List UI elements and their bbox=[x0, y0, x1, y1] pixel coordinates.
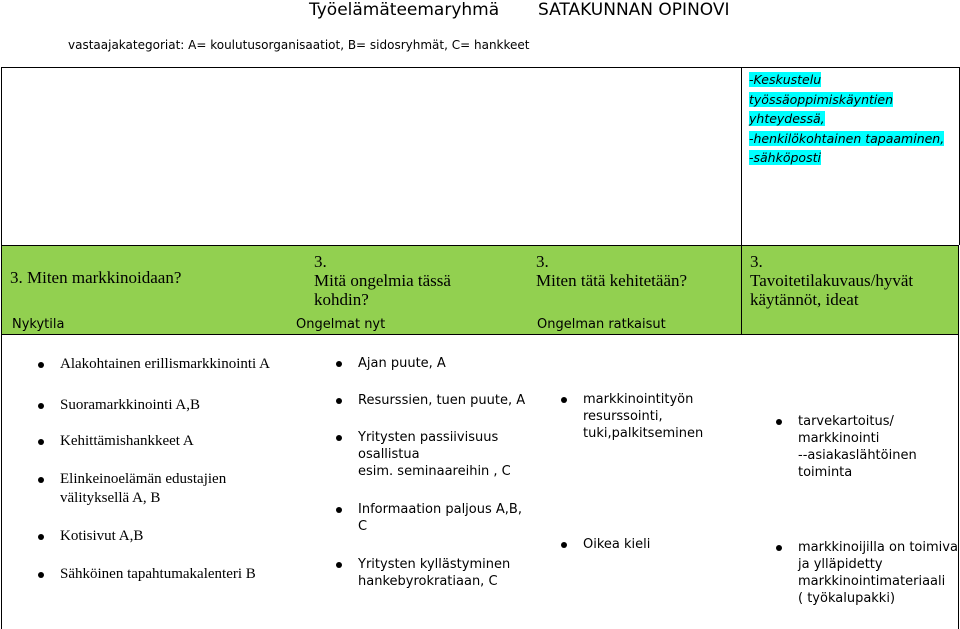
highlight-line: -sähköposti bbox=[749, 150, 821, 165]
col3-heading-line1: Miten tätä kehitetään? bbox=[536, 271, 688, 290]
col2-heading-num: 3. bbox=[314, 252, 327, 271]
bullet-icon bbox=[38, 572, 44, 578]
categories-legend: vastaajakategoriat: A= koulutusorganisaatiot, B= sidosryhmät, C= hankkeet bbox=[68, 38, 530, 52]
highlight-line: työssäoppimiskäyntien bbox=[749, 91, 893, 107]
bullet-icon bbox=[38, 477, 44, 483]
list-item: tarvekartoitus/ markkinointi --asiakaslähtöinen toiminta bbox=[798, 413, 917, 481]
list-item: Ajan puute, A bbox=[358, 355, 446, 372]
list-item: Kotisivut A,B bbox=[60, 527, 143, 546]
bullet-icon bbox=[776, 419, 782, 425]
bullet-icon bbox=[336, 361, 342, 367]
col1-label: Nykytila bbox=[12, 317, 65, 332]
bullet-icon bbox=[561, 397, 567, 403]
bullet-icon bbox=[336, 562, 342, 568]
bullet-icon bbox=[336, 435, 342, 441]
col2-heading-line2: kohdin? bbox=[314, 290, 369, 309]
col3-heading-num: 3. bbox=[536, 252, 549, 271]
bullet-icon bbox=[38, 362, 44, 368]
bullet-icon bbox=[561, 542, 567, 548]
col3-heading bbox=[536, 252, 687, 290]
col4-heading-line2: käytännöt, ideat bbox=[750, 290, 859, 309]
bullet-icon bbox=[38, 403, 44, 409]
list-item: Kehittämishankkeet A bbox=[60, 432, 194, 451]
list-item: Elinkeinoelämän edustajien välityksellä A, B bbox=[60, 470, 226, 508]
list-item: Yritysten kyllästyminen hankebyrokratiaan, C bbox=[358, 556, 510, 590]
col4-heading bbox=[750, 252, 913, 309]
col3-label: Ongelman ratkaisut bbox=[537, 317, 666, 332]
highlight-list bbox=[749, 70, 944, 168]
group-title: Työelämäteemaryhmä bbox=[309, 0, 500, 20]
list-item: Yritysten passiivisuus osallistua esim. seminaareihin , C bbox=[358, 429, 511, 480]
list-item: Alakohtainen erillismarkkinointi A bbox=[60, 355, 270, 374]
list-item: Resurssien, tuen puute, A bbox=[358, 392, 525, 409]
top-row-divider bbox=[741, 67, 742, 245]
highlight-line: yhteydessä, bbox=[749, 111, 825, 126]
bullet-icon bbox=[336, 507, 342, 513]
bullet-icon bbox=[38, 534, 44, 540]
col4-heading-num: 3. bbox=[750, 252, 763, 271]
green-divider bbox=[741, 245, 742, 335]
list-item: Suoramarkkinointi A,B bbox=[60, 396, 200, 415]
col2-heading-line1: Mitä ongelmia tässä bbox=[314, 271, 451, 290]
list-item: Oikea kieli bbox=[583, 536, 650, 553]
bullet-icon bbox=[776, 545, 782, 551]
bullet-icon bbox=[38, 439, 44, 445]
list-item: markkinointityön resurssointi, tuki,palkitseminen bbox=[583, 391, 703, 442]
list-item: Sähköinen tapahtumakalenteri B bbox=[60, 565, 256, 584]
col4-heading-line1: Tavoitetilakuvaus/hyvät bbox=[750, 271, 914, 290]
list-item: markkinoijilla on toimiva ja ylläpidetty markkinointimateriaali ( työkalupakki) bbox=[798, 539, 958, 607]
highlight-line: -Keskustelu bbox=[749, 72, 822, 87]
list-item: Informaation paljous A,B, C bbox=[358, 501, 522, 535]
bullet-icon bbox=[336, 398, 342, 404]
highlight-line: -henkilökohtainen tapaaminen, bbox=[749, 130, 945, 146]
col2-heading bbox=[314, 252, 451, 309]
col2-label: Ongelmat nyt bbox=[296, 317, 386, 332]
organization-title: SATAKUNNAN OPINOVI bbox=[538, 0, 730, 20]
col1-heading: 3. Miten markkinoidaan? bbox=[10, 268, 182, 287]
